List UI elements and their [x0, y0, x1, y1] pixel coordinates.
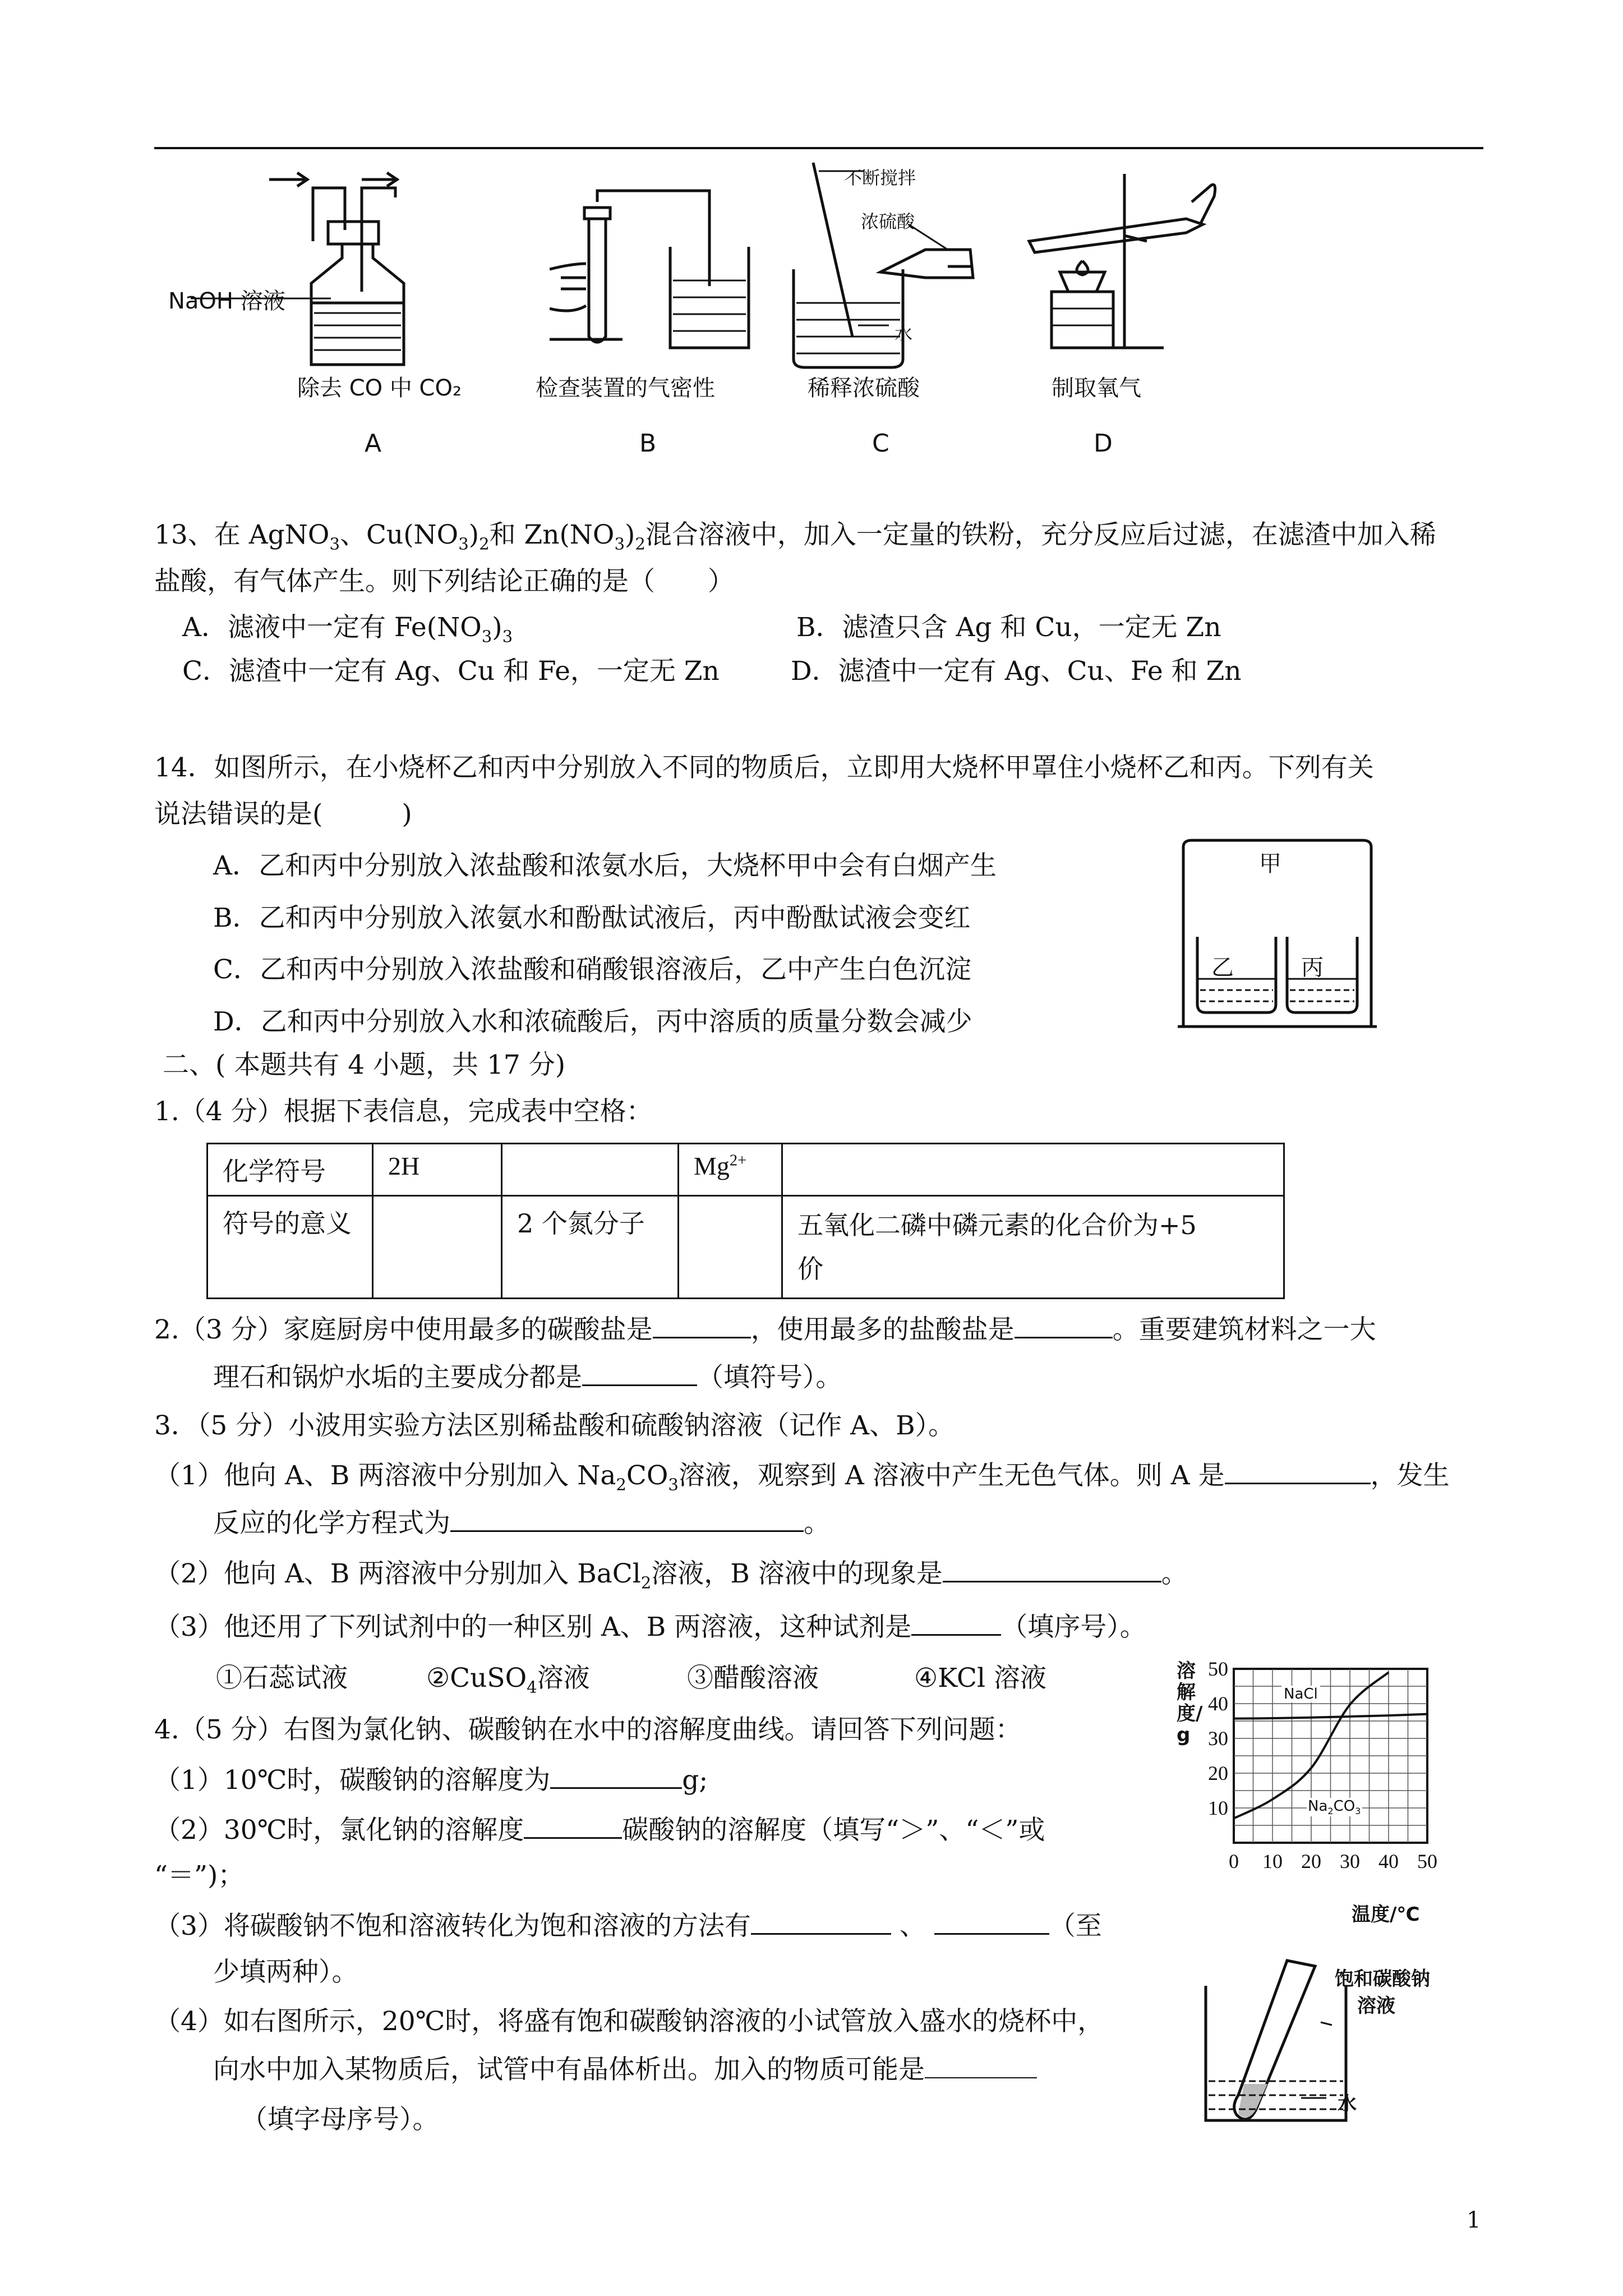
chart-series-label-na2co3: $Na_2CO_3$ — [1308, 1798, 1361, 1817]
q3-part3: （3）他还用了下列试剂中的一种区别 A、B 两溶液，这种试剂是 （填序号）。 — [154, 1612, 1146, 1642]
q2-blank-3[interactable] — [582, 1363, 697, 1386]
figure-a-letter: A — [365, 429, 382, 458]
y-tick-label: 20 — [1208, 1762, 1228, 1784]
x-tick-label: 50 — [1417, 1850, 1437, 1872]
q3-blank-phenomenon[interactable] — [943, 1559, 1161, 1582]
chart-series-label-nacl: NaCl — [1281, 1686, 1320, 1703]
table-cell — [782, 1144, 1284, 1196]
q14-option-c: C．乙和丙中分别放入浓盐酸和硝酸银溶液后，乙中产生白色沉淀 — [213, 954, 971, 985]
section2-heading: 二、( 本题共有 4 小题，共 17 分) — [163, 1050, 566, 1080]
beaker-label-solution-2: 溶液 — [1357, 1995, 1395, 2017]
table-row — [208, 1144, 1284, 1196]
table-cell: 五氧化二磷中磷元素的化合价为+5 价 — [782, 1196, 1284, 1299]
table-cell: 符号的意义 — [208, 1196, 373, 1299]
q4-blank-method-2[interactable] — [934, 1912, 1049, 1935]
table-cell: $Mg^{2+}$ — [679, 1144, 782, 1196]
table-cell — [679, 1196, 782, 1299]
q13-option-b: B．滤渣只含 Ag 和 Cu，一定无 Zn — [796, 612, 1221, 643]
header-rule — [154, 147, 1483, 149]
q14-line1: 14．如图所示，在小烧杯乙和丙中分别放入不同的物质后，立即用大烧杯甲罩住小烧杯乙和丙。下列有关 — [154, 752, 1374, 783]
figure-a-naoh-label: NaOH 溶液 — [168, 288, 285, 314]
q2-line1: 2.（3 分）家庭厨房中使用最多的碳酸盐是 ，使用最多的盐酸盐是 。重要建筑材料之一大 — [154, 1314, 1376, 1345]
beaker-label-water: 水 — [1338, 2093, 1357, 2115]
q14-fig-yi: 乙 — [1211, 955, 1234, 981]
table-cell: 2 个氮分子 — [502, 1196, 679, 1299]
table-cell — [502, 1144, 679, 1196]
q14-line2: 说法错误的是( ) — [154, 799, 412, 830]
q2-blank-1[interactable] — [653, 1315, 751, 1338]
q13-option-c: C．滤渣中一定有 Ag、Cu 和 Fe，一定无 Zn — [182, 656, 720, 687]
q4-blank-solubility[interactable] — [550, 1766, 682, 1789]
q3-option-2: ②CuSO$_4$溶液 — [426, 1663, 590, 1697]
x-tick-label: 30 — [1340, 1850, 1360, 1872]
q4-blank-method-1[interactable] — [751, 1912, 891, 1935]
figure-c-acid-label: 浓硫酸 — [861, 211, 915, 232]
q4-part4-line1: （4）如右图所示，20℃时，将盛有饱和碳酸钠溶液的小试管放入盛水的烧杯中， — [154, 2006, 1104, 2037]
figure-b-caption: 检查装置的气密性 — [536, 375, 715, 401]
q14-option-d: D．乙和丙中分别放入水和浓硫酸后，丙中溶质的质量分数会减少 — [213, 1006, 972, 1037]
q4-intro: 4.（5 分）右图为氯化钠、碳酸钠在水中的溶解度曲线。请回答下列问题： — [154, 1714, 1022, 1745]
y-tick-label: 10 — [1208, 1797, 1228, 1819]
x-tick-label: 40 — [1378, 1850, 1399, 1872]
beaker-label-solution-1: 饱和碳酸钠 — [1335, 1968, 1430, 1990]
q3-blank-a[interactable] — [1225, 1461, 1371, 1484]
q13-option-d: D．滤渣中一定有 Ag、Cu、Fe 和 Zn — [791, 656, 1242, 687]
y-tick-label: 40 — [1208, 1692, 1228, 1715]
table-cell: 化学符号 — [208, 1144, 373, 1196]
table-cell — [373, 1196, 502, 1299]
q1-symbol-table — [206, 1143, 1285, 1299]
x-tick-label: 20 — [1301, 1850, 1321, 1872]
q4-part1: （1）10℃时，碳酸钠的溶解度为 g; — [154, 1765, 708, 1796]
q3-option-4: ④KCl 溶液 — [914, 1663, 1046, 1694]
figure-d-caption: 制取氧气 — [1052, 375, 1141, 401]
q4-part2-line2: “＝”)； — [154, 1860, 245, 1891]
figure-c-stir-label: 不断搅拌 — [844, 167, 916, 188]
q14-fig-bing: 丙 — [1301, 955, 1324, 981]
q13-line2: 盐酸，有气体产生。则下列结论正确的是（ ） — [154, 566, 734, 597]
figure-c-letter: C — [872, 429, 889, 458]
q4-part2-line1: （2）30℃时，氯化钠的溶解度 碳酸钠的溶解度（填写“＞”、“＜”或 — [154, 1815, 1045, 1846]
figure-d-oxygen-preparation — [1018, 163, 1242, 365]
figure-b-letter: B — [639, 429, 657, 458]
q1-intro: 1.（4 分）根据下表信息，完成表中空格： — [154, 1096, 653, 1127]
y-tick-label: 50 — [1208, 1658, 1228, 1680]
q13-option-a: A．滤液中一定有 $Fe(NO_3)_3$ — [182, 612, 513, 646]
figure-c-caption: 稀释浓硫酸 — [808, 375, 920, 401]
y-tick-label: 30 — [1208, 1727, 1228, 1750]
q2-line2: 理石和锅炉水垢的主要成分都是 （填符号）。 — [213, 1362, 842, 1393]
x-tick-label: 0 — [1229, 1850, 1239, 1872]
q2-blank-2[interactable] — [1015, 1315, 1113, 1338]
figure-d-letter: D — [1094, 429, 1113, 458]
figure-c-water-label: 水 — [895, 323, 913, 344]
q4-part4-line2: 向水中加入某物质后，试管中有晶体析出。加入的物质可能是 — [213, 2056, 1037, 2083]
figure-a-gas-washing-bottle — [163, 163, 477, 370]
q4-part4-line3: （填字母序号）。 — [241, 2104, 439, 2135]
q4-part3-line1: （3）将碳酸钠不饱和溶液转化为饱和溶液的方法有 、 （至 — [154, 1911, 1102, 1941]
q14-fig-jia: 甲 — [1259, 851, 1281, 877]
figure-a-caption: 除去 CO 中 CO₂ — [297, 375, 462, 401]
table-row — [208, 1196, 1284, 1299]
chart-ylabel: 溶解度/g — [1177, 1660, 1203, 1747]
q3-intro: 3．（5 分）小波用实验方法区别稀盐酸和硫酸钠溶液（记作 A、B）。 — [154, 1410, 955, 1441]
q3-part1-line2: 反应的化学方程式为 。 — [213, 1508, 830, 1539]
q3-part1-line1: （1）他向 A、B 两溶液中分别加入 $Na_2CO_3$溶液，观察到 A 溶液中产生无色气体。则 A 是 ，发生 — [154, 1460, 1450, 1494]
q3-blank-reagent[interactable] — [911, 1613, 1001, 1636]
table-cell: 2H — [373, 1144, 502, 1196]
q3-blank-equation[interactable] — [450, 1509, 804, 1532]
q3-option-3: ③醋酸溶液 — [687, 1663, 819, 1694]
q3-option-1: ①石蕊试液 — [216, 1663, 348, 1694]
q14-option-b: B．乙和丙中分别放入浓氨水和酚酞试液后，丙中酚酞试液会变红 — [213, 903, 971, 933]
q13-line1: 13、在 AgNO$_3$、$Cu(NO_3)_2$和 $Zn(NO_3)_2$混合溶液中，加入一定量的铁粉，充分反应后过滤，在滤渣中加入稀 — [154, 519, 1436, 554]
q14-option-a: A．乙和丙中分别放入浓盐酸和浓氨水后，大烧杯甲中会有白烟产生 — [213, 850, 997, 881]
x-tick-label: 10 — [1262, 1850, 1283, 1872]
q4-blank-compare[interactable] — [524, 1816, 622, 1839]
chart-xlabel: 温度/℃ — [1352, 1903, 1420, 1926]
figure-b-airtightness-check — [550, 180, 796, 359]
q4-part3-line2: 少填两种）。 — [213, 1957, 358, 1987]
q4-blank-substance[interactable] — [925, 2056, 1037, 2078]
page-number: 1 — [1467, 2207, 1481, 2233]
q3-part2: （2）他向 A、B 两溶液中分别加入 BaCl$_2$溶液，B 溶液中的现象是 。 — [154, 1558, 1188, 1593]
